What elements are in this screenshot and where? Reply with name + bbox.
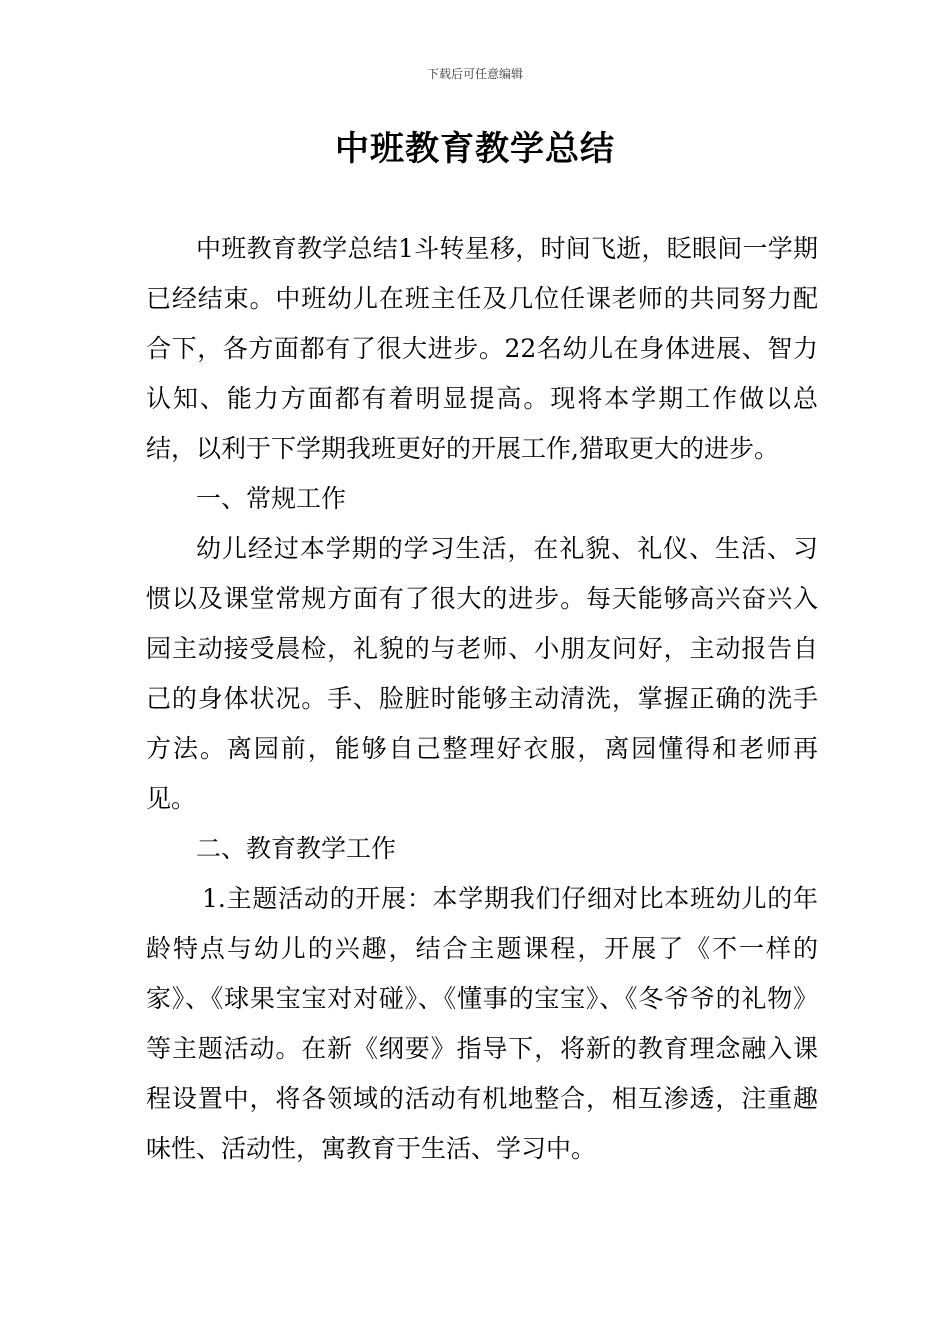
document-title: 中班教育教学总结 [335, 129, 615, 169]
header-note: 下载后可任意编辑 [426, 67, 523, 81]
intro-paragraph: 中班教育教学总结1斗转星移，时间飞逝，眨眼间一学期已经结束。中班幼儿在班主任及几位任课老师的共同努力配合下，各方面都有了很大进步。22名幼儿在身体进展、智力认知、能力方面都有着明显提高。现将本学期工作做以总结，以利于下学期我班更好的开展工作,猎取更大的进步。 [146, 234, 818, 463]
theme-activities-paragraph: 1.主题活动的开展：本学期我们仔细对比本班幼儿的年龄特点与幼儿的兴趣，结合主题课程，开展了《不一样的家》、《球果宝宝对对碰》、《懂事的宝宝》、《冬爷爷的礼物》等主题活动。在新《纲要》指导下，将新的教育理念融入课程设置中，将各领域的活动有机地整合，相互渗透，注重趣味性、活动性，寓教育于生活、学习中。 [146, 884, 818, 1163]
section-heading-teaching-work: 二、教育教学工作 [196, 834, 397, 863]
section-heading-routine-work: 一、常规工作 [196, 484, 347, 513]
document-body [146, 224, 818, 1174]
routine-work-paragraph: 幼儿经过本学期的学习生活，在礼貌、礼仪、生活、习惯以及课堂常规方面有了很大的进步。每天能够高兴奋兴入园主动接受晨检，礼貌的与老师、小朋友问好，主动报告自己的身体状况。手、脸脏时能够主动清洗，掌握正确的洗手方法。离园前，能够自己整理好衣服，离园懂得和老师再见。 [146, 534, 818, 813]
